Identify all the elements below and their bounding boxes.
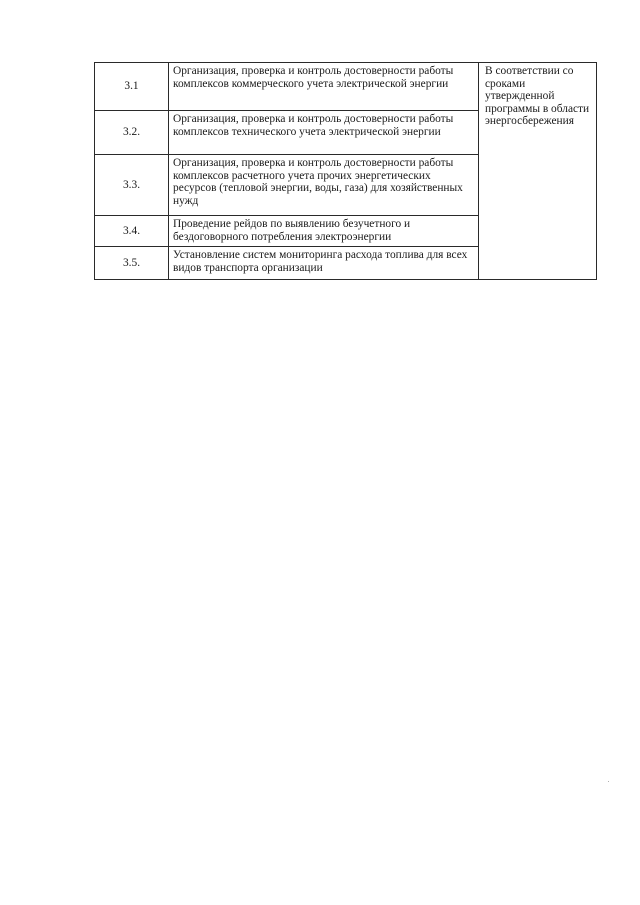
row-description: Проведение рейдов по выявлению безучетного и бездоговорного потребления электроэнергии [169, 216, 479, 247]
measures-table [94, 62, 597, 280]
row-description: Организация, проверка и контроль достоверности работы комплексов расчетного учета прочих энергетических ресурсов (тепловой энергии, воды, газа) для хозяйственных нужд [169, 155, 479, 216]
row-number: 3.1 [95, 63, 169, 111]
row-description: Установление систем мониторинга расхода топлива для всех видов транспорта организации [169, 247, 479, 280]
row-number: 3.4. [95, 216, 169, 247]
table-row [95, 63, 597, 111]
implementation-term: В соответствии со сроками утвержденной программы в области энергосбережения [479, 63, 597, 280]
row-description: Организация, проверка и контроль достоверности работы комплексов технического учета электрической энергии [169, 111, 479, 155]
scan-artifact [608, 781, 609, 782]
row-number: 3.5. [95, 247, 169, 280]
row-number: 3.3. [95, 155, 169, 216]
row-number: 3.2. [95, 111, 169, 155]
row-description: Организация, проверка и контроль достоверности работы комплексов коммерческого учета электрической энергии [169, 63, 479, 111]
